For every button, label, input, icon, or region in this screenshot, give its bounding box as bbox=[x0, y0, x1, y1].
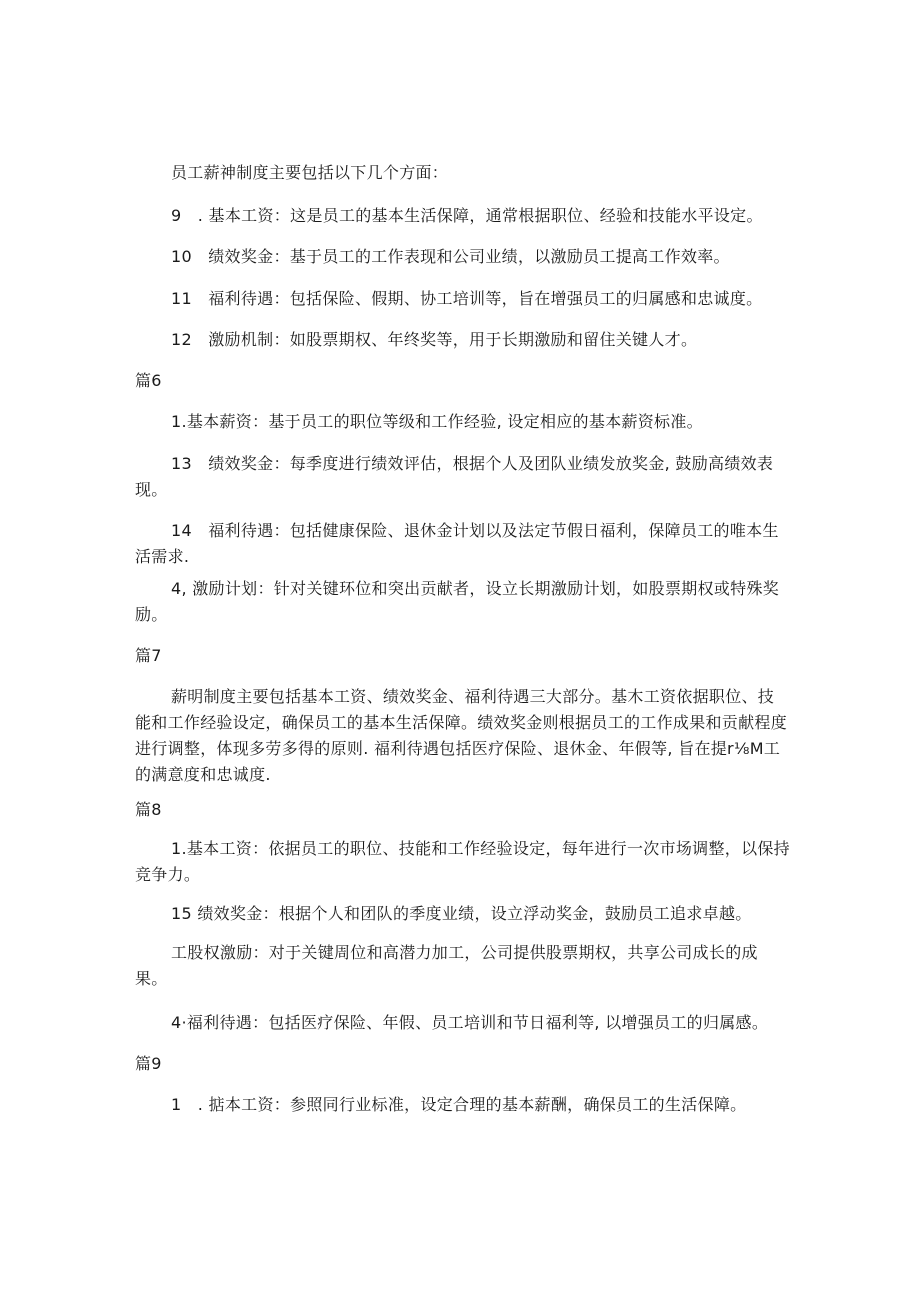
section-7-paragraph: 薪明制度主要包括基本工资、绩效奖金、福利待遇三大部分。基木工资依据职位、技能和工作经验设定，确保员工的基本生活保障。绩效奖金则根据员工的工作成果和贡献程度进行调整，体现多劳多得的原则. 福利待遇包括医疗保险、退休金、年假等, 旨在提r⅛M工的满意度和忠诚度. bbox=[135, 687, 788, 784]
list-item: 4·福利待遇：包括医疗保险、年假、员工培训和节日福利等, 以增强员工的归属感。 bbox=[171, 1013, 769, 1032]
section-heading-8: 篇8 bbox=[135, 800, 162, 819]
list-item: 1.基本薪资：基于员工的职位等级和工作经验, 设定相应的基本薪资标准。 bbox=[171, 412, 703, 431]
list-item: 1.基本工资：依据员工的职位、技能和工作经验设定，每年进行一次市场调整，以保持竞争力。 bbox=[135, 839, 790, 884]
list-item: 9 . 基本工资：这是员工的基本生活保障，通常根据职位、经验和技能水平设定。 bbox=[171, 206, 763, 225]
list-item: 1 . 掂本工资：参照同行业标准，设定合理的基本薪酬，确保员工的生活保障。 bbox=[171, 1095, 747, 1114]
list-item: 工股权激励：对于关键周位和高潜力加工，公司提供股票期权，共享公司成长的成果。 bbox=[135, 943, 758, 988]
section-heading-9: 篇9 bbox=[135, 1054, 162, 1073]
list-item: 11 福利待遇：包括保险、假期、协工培训等，旨在增强员工的归属感和忠诚度。 bbox=[171, 289, 763, 308]
list-item: 14 福利待遇：包括健康保险、退休金计划以及法定节假日福利，保障员工的唯本生活需求. bbox=[135, 521, 779, 566]
list-item: 15 绩效奖金：根据个人和团队的季度业绩，设立浮动奖金，鼓励员工追求卓越。 bbox=[171, 904, 752, 923]
list-item: 13 绩效奖金：每季度进行绩效评估，根据个人及团队业绩发放奖金, 鼓励高绩效表现。 bbox=[135, 454, 774, 499]
list-item: 12 激励机制：如股票期权、年终奖等，用于长期激励和留住关键人才。 bbox=[171, 330, 698, 349]
section-heading-6: 篇6 bbox=[135, 371, 162, 390]
intro-paragraph: 员工薪神制度主要包括以下几个方面： bbox=[171, 163, 449, 182]
list-item: 4, 激励计划：针对关键环位和突出贡献者，设立长期激励计划，如股票期权或特殊奖励。 bbox=[135, 579, 780, 624]
list-item: 10 绩效奖金：基于员工的工作表现和公司业绩，以激励员工提高工作效率。 bbox=[171, 247, 730, 266]
section-heading-7: 篇7 bbox=[135, 646, 162, 665]
